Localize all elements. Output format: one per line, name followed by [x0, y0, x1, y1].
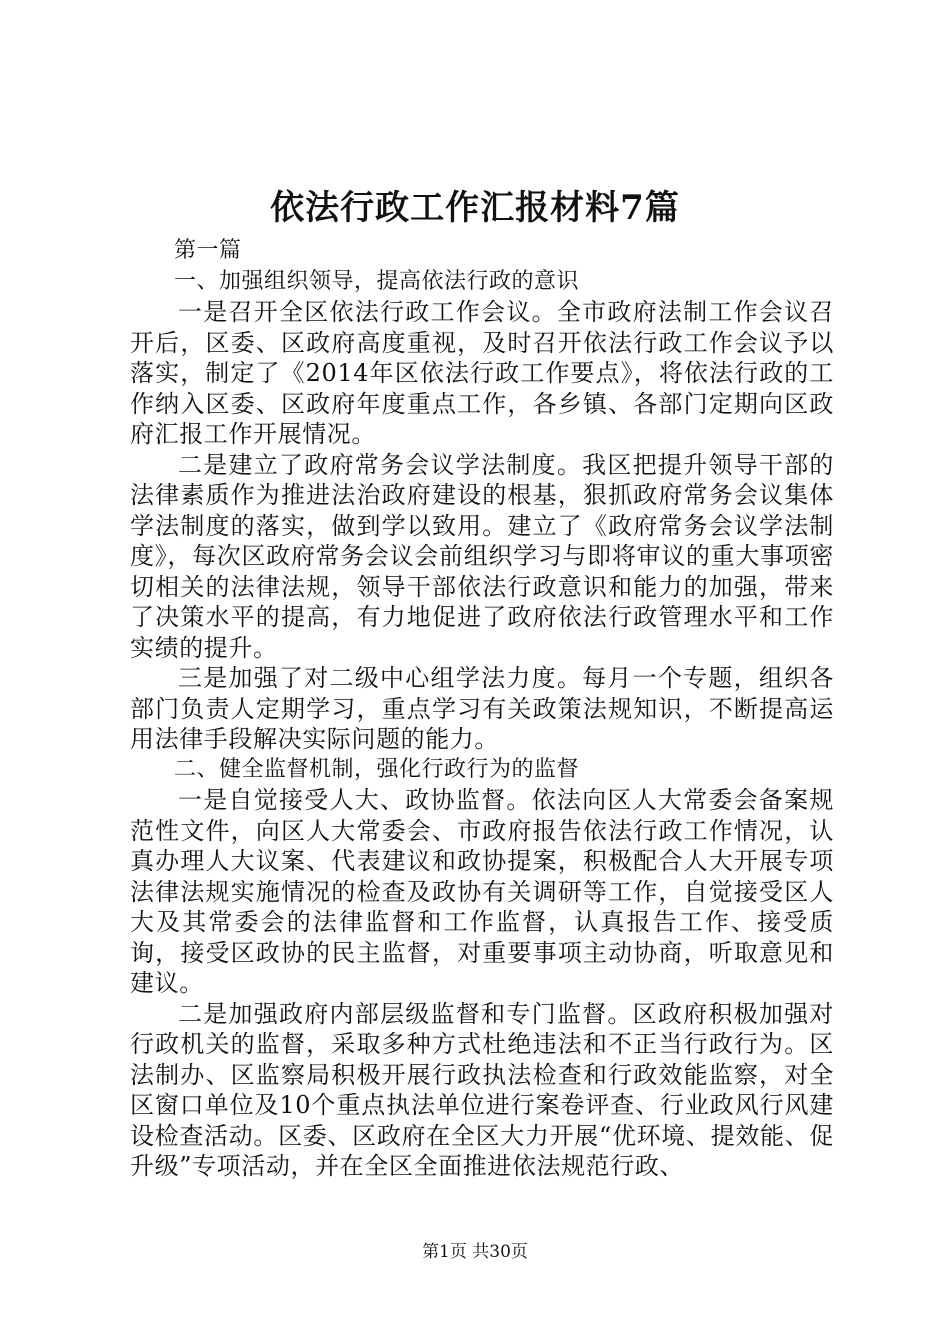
document-body — [130, 236, 834, 1182]
page-number-footer: 第1页 共30页 — [422, 1242, 528, 1262]
section-heading: 第一篇 — [174, 238, 242, 263]
section-heading: 一、加强组织领导，提高依法行政的意识 — [174, 268, 580, 294]
body-paragraph: 一是召开全区依法行政工作会议。全市政府法制工作会议召开后，区委、区政府高度重视，及时召开依法行政工作会议予以落实，制定了《2014年区依法行政工作要点》，将依法行政的工作纳入区委、区政府年度重点工作，各乡镇、各部门定期向区政府汇报工作开展情况。 — [130, 298, 834, 448]
body-paragraph: 三是加强了对二级中心组学法力度。每月一个专题，组织各部门负责人定期学习，重点学习有关政策法规知识，不断提高运用法律手段解决实际问题的能力。 — [130, 664, 834, 753]
body-paragraph: 二是加强政府内部层级监督和专门监督。区政府积极加强对行政机关的监督，采取多种方式杜绝违法和不正当行政行为。区法制办、区监察局积极开展行政执法检查和行政效能监察，对全区窗口单位及10个重点执法单位进行案卷评查、行业政风行风建设检查活动。区委、区政府在全区大力开展“优环境、提效能、促升级”专项活动，并在全区全面推进依法规范行政、 — [130, 999, 834, 1180]
document-title: 依法行政工作汇报材料7篇 — [270, 188, 680, 228]
body-paragraph: 一是自觉接受人大、政协监督。依法向区人大常委会备案规范性文件，向区人大常委会、市政府报告依法行政工作情况，认真办理人大议案、代表建议和政协提案，积极配合人大开展专项法律法规实施情况的检查及政协有关调研等工作，自觉接受区人大及其常委会的法律监督和工作监督，认真报告工作、接受质询，接受区政协的民主监督，对重要事项主动协商，听取意见和建议。 — [130, 786, 834, 997]
body-paragraph: 二是建立了政府常务会议学法制度。我区把提升领导干部的法律素质作为推进法治政府建设的根基，狠抓政府常务会议集体学法制度的落实，做到学以致用。建立了《政府常务会议学法制度》，每次区政府常务会议会前组织学习与即将审议的重大事项密切相关的法律法规，领导干部依法行政意识和能力的加强，带来了决策水平的提高，有力地促进了政府依法行政管理水平和工作实绩的提升。 — [130, 450, 834, 662]
section-heading: 二、健全监督机制，强化行政行为的监督 — [174, 756, 580, 782]
